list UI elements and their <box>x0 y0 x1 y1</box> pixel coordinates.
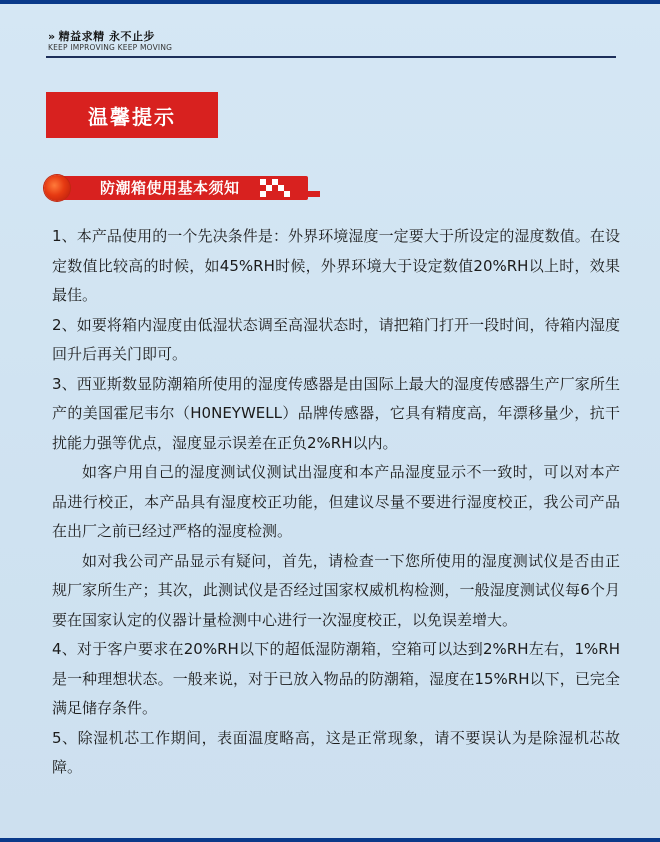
page-title: 温馨提示 <box>46 92 218 138</box>
double-chevron-right-icon: » <box>48 30 56 43</box>
paragraph-4: 4、对于客户要求在20%RH以下的超低湿防潮箱，空箱可以达到2%RH左右，1%RH是一种理想状态。一般来说，对于已放入物品的防潮箱，湿度在15%RH以下，已完全满足储存条件。 <box>52 640 620 717</box>
paragraph-3a: 如客户用自己的湿度测试仪测试出湿度和本产品湿度显示不一致时，可以对本产品进行校正，本产品具有湿度校正功能，但建议尽量不要进行湿度校正，我公司产品在出厂之前已经过严格的湿度检测。 <box>52 463 620 540</box>
slogan-english: KEEP IMPROVING KEEP MOVING <box>48 43 173 52</box>
bullet-circle-icon <box>44 175 70 201</box>
notice-body <box>52 222 620 783</box>
section-heading-text: 防潮箱使用基本须知 <box>100 179 240 197</box>
paragraph-3b: 如对我公司产品显示有疑问，首先，请检查一下您所使用的湿度测试仪是否由正规厂家所生产；其次，此测试仪是否经过国家权威机构检测，一般湿度测试仪每6个月要在国家认定的仪器计量检测中心进行一次湿度校正，以免误差增大。 <box>52 551 620 629</box>
header-slogan <box>48 30 172 53</box>
section-heading <box>44 174 344 202</box>
paragraph-3: 3、西亚斯数显防潮箱所使用的湿度传感器是由国际上最大的湿度传感器生产厂家所生产的美国霍尼韦尔（H0NEYWELL）品牌传感器，它具有精度高，年漂移量少，抗干扰能力强等优点，湿度显示误差在正负2%RH以内。 <box>52 374 620 452</box>
paragraph-5: 5、除湿机芯工作期间，表面温度略高，这是正常现象，请不要误认为是除湿机芯故障。 <box>52 728 620 776</box>
paragraph-1: 1、本产品使用的一个先决条件是：外界环境湿度一定要大于所设定的湿度数值。在设定数值比较高的时候，如45%RH时候，外界环境大于设定数值20%RH以上时，效果最佳。 <box>52 227 620 304</box>
checker-pattern-icon <box>256 177 328 199</box>
slogan-cn-text: 精益求精 永不止步 <box>58 30 155 43</box>
paragraph-2: 2、如要将箱内湿度由低湿状态调至高湿状态时，请把箱门打开一段时间，待箱内湿度回升后再关门即可。 <box>52 315 620 363</box>
bottom-frame-bar <box>0 838 660 842</box>
slogan-chinese <box>48 30 172 43</box>
top-frame-bar <box>0 0 660 4</box>
header-divider <box>46 56 616 58</box>
